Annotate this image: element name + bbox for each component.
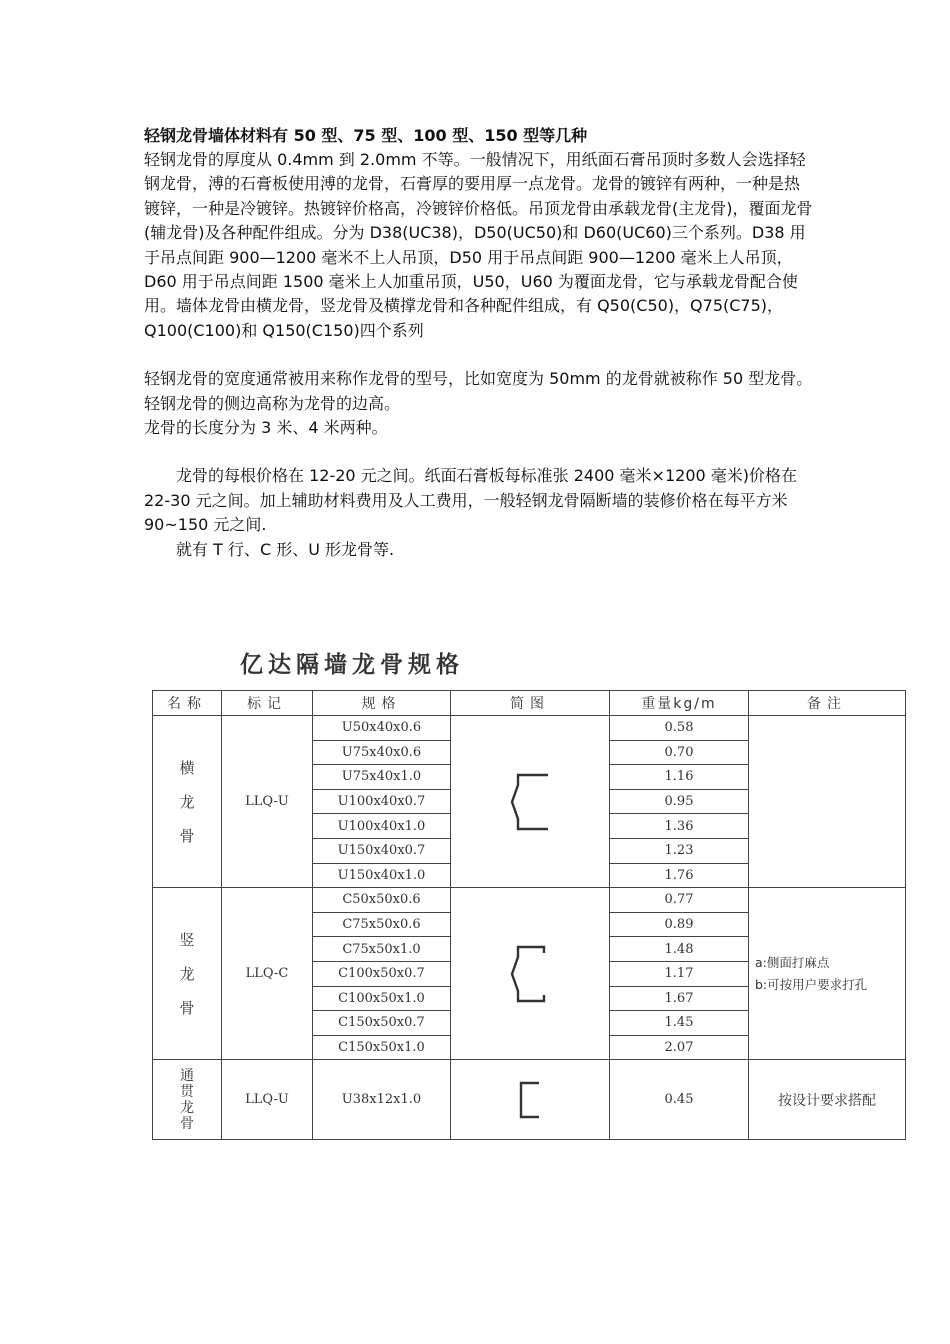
note-cell	[749, 716, 906, 888]
paragraph-length: 龙骨的长度分为 3 米、4 米两种。	[144, 418, 388, 438]
header-diagram: 简图	[451, 691, 610, 716]
note-line: a:侧面打麻点	[755, 954, 830, 970]
weight-cell: 1.16	[610, 765, 749, 790]
weight-cell: 2.07	[610, 1035, 749, 1060]
spec-cell: C100x50x0.7	[313, 961, 451, 986]
body-text-block	[144, 148, 814, 562]
group-name: 竖龙骨	[179, 930, 195, 1017]
spec-cell: C50x50x0.6	[313, 888, 451, 913]
weight-cell: 0.45	[610, 1060, 749, 1140]
weight-cell: 1.48	[610, 937, 749, 962]
mark-cell: LLQ-U	[222, 1060, 313, 1140]
spec-cell: U100x40x0.7	[313, 789, 451, 814]
paragraph-price: 龙骨的每根价格在 12-20 元之间。纸面石膏板每标准张 2400 毫米×1200 毫米)价格在 22-30 元之间。加上辅助材料费用及人工费用，一般轻钢龙骨隔断墙的装修价格在每平方米 90~150 元之间.	[144, 466, 798, 535]
spec-cell: U100x40x1.0	[313, 814, 451, 839]
paragraph-width: 轻钢龙骨的宽度通常被用来称作龙骨的型号，比如宽度为 50mm 的龙骨就被称作 50 型龙骨。	[144, 369, 813, 389]
mark-cell: LLQ-C	[222, 888, 313, 1060]
table-header-row	[153, 691, 906, 716]
document-heading: 轻钢龙骨墙体材料有 50 型、75 型、100 型、150 型等几种	[144, 126, 588, 145]
table-row	[153, 716, 906, 741]
table-row	[153, 888, 906, 913]
spec-cell: C75x50x1.0	[313, 937, 451, 962]
weight-cell: 1.45	[610, 1011, 749, 1036]
group-name-cell	[153, 1060, 222, 1140]
u-channel-icon	[451, 716, 610, 888]
header-spec: 规格	[313, 691, 451, 716]
weight-cell: 1.76	[610, 863, 749, 888]
group-name-cell	[153, 888, 222, 1060]
spec-cell: U75x40x1.0	[313, 765, 451, 790]
weight-cell: 0.89	[610, 912, 749, 937]
group-name: 横龙骨	[179, 758, 195, 845]
note-line: b:可按用户要求打孔	[755, 976, 868, 992]
spec-table	[152, 690, 906, 1140]
paragraph-gap	[144, 440, 814, 464]
spec-cell: U38x12x1.0	[313, 1060, 451, 1140]
header-weight: 重量kg/m	[610, 691, 749, 716]
paragraph-gap	[144, 343, 814, 367]
mark-cell: LLQ-U	[222, 716, 313, 888]
spec-cell: C150x50x0.7	[313, 1011, 451, 1036]
group-name: 通贯龙骨	[180, 1067, 194, 1132]
weight-cell: 0.95	[610, 789, 749, 814]
note-cell	[749, 888, 906, 1060]
weight-cell: 1.23	[610, 838, 749, 863]
paragraph-intro: 轻钢龙骨的厚度从 0.4mm 到 2.0mm 不等。一般情况下，用纸面石膏吊顶时多数人会选择轻钢龙骨，溥的石膏板使用溥的龙骨，石膏厚的要用厚一点龙骨。龙骨的镀锌有两种，一种是热镀锌，一种是冷镀锌。热镀锌价格高，冷镀锌价格低。吊顶龙骨由承载龙骨(主龙骨)，覆面龙骨(辅龙骨)及各种配件组成。分为 D38(UC38)，D50(UC50)和 D60(UC60)三个系列。D38 用于吊点间距 900—1200 毫米不上人吊顶，D50 用于吊点间距 900—1200 毫米上人吊顶，D60 用于吊点间距 1500 毫米上人加重吊顶，U50，U60 为覆面龙骨，它与承载龙骨配合使用。墙体龙骨由横龙骨，竖龙骨及横撑龙骨和各种配件组成，有 Q50(C50)，Q75(C75)，Q100(C100)和 Q150(C150)四个系列	[144, 150, 813, 340]
weight-cell: 1.67	[610, 986, 749, 1011]
weight-cell: 0.77	[610, 888, 749, 913]
header-name: 名称	[153, 691, 222, 716]
weight-cell: 1.17	[610, 961, 749, 986]
spec-cell: U50x40x0.6	[313, 716, 451, 741]
weight-cell: 0.58	[610, 716, 749, 741]
spec-cell: C150x50x1.0	[313, 1035, 451, 1060]
group-name-cell	[153, 716, 222, 888]
spec-cell: C100x50x1.0	[313, 986, 451, 1011]
c-channel-icon	[451, 888, 610, 1060]
spec-cell: U75x40x0.6	[313, 740, 451, 765]
weight-cell: 1.36	[610, 814, 749, 839]
weight-cell: 0.70	[610, 740, 749, 765]
note-cell: 按设计要求搭配	[749, 1060, 906, 1140]
paragraph-types: 就有 T 行、C 形、U 形龙骨等.	[176, 539, 395, 559]
paragraph-edge-height: 轻钢龙骨的侧边高称为龙骨的边高。	[144, 393, 401, 413]
header-mark: 标记	[222, 691, 313, 716]
header-note: 备注	[749, 691, 906, 716]
spec-cell: U150x40x1.0	[313, 863, 451, 888]
table-row	[153, 1060, 906, 1140]
spec-cell: C75x50x0.6	[313, 912, 451, 937]
spec-cell: U150x40x0.7	[313, 838, 451, 863]
u-channel-small-icon	[451, 1060, 610, 1140]
figure-title: 亿达隔墙龙骨规格	[240, 652, 464, 678]
